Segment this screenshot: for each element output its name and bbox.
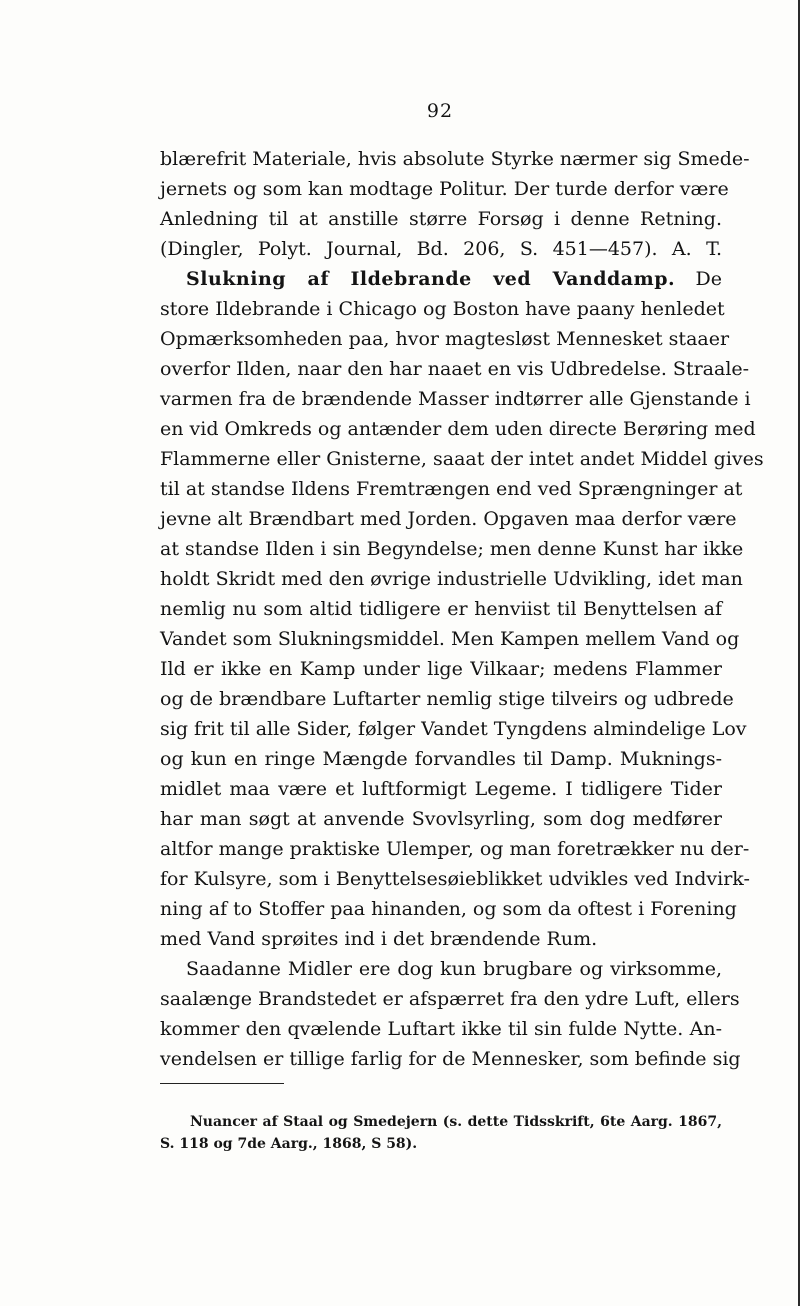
text-line: og kun en ringe Mængde forvandles til Damp. Muknings- [160, 748, 722, 770]
text-line: med Vand sprøites ind i det brændende Rum. [160, 928, 598, 950]
text-line: saalænge Brandstedet er afspærret fra den ydre Luft, ellers [160, 988, 740, 1010]
text-line: har man søgt at anvende Svovlsyrling, som dog medfører [160, 808, 722, 830]
section-heading: Slukning af Ildebrande ved Vanddamp. [186, 268, 676, 290]
footnote-line: Nuancer af Staal og Smedejern (s. dette Tidsskrift, 6te Aarg. 1867, [190, 1114, 722, 1130]
text-line: en vid Omkreds og antænder dem uden directe Berøring med [160, 418, 756, 440]
text-line: og de brændbare Luftarter nemlig stige tilveirs og udbrede [160, 688, 734, 710]
text-line: Flammerne eller Gnisterne, saaat der intet andet Middel gives [160, 448, 764, 470]
footnote-line: S. 118 og 7de Aarg., 1868, S 58). [160, 1136, 418, 1152]
text-line: overfor Ilden, naar den har naaet en vis Udbredelse. Straale- [160, 358, 750, 380]
text-line: midlet maa være et luftformigt Legeme. I tidligere Tider [160, 778, 722, 800]
text-line: nemlig nu som altid tidligere er henviist til Benyttelsen af [160, 598, 722, 620]
section-heading-line [160, 268, 722, 290]
text-line: blærefrit Materiale, hvis absolute Styrke nærmer sig Smede- [160, 148, 750, 170]
text-line: vendelsen er tillige farlig for de Mennesker, som befinde sig [160, 1048, 741, 1070]
text-line: (Dingler, Polyt. Journal, Bd. 206, S. 451—457). A. T. [160, 238, 722, 260]
text-line: Saadanne Midler ere dog kun brugbare og virksomme, [186, 958, 722, 980]
text-line: Anledning til at anstille større Forsøg i denne Retning. [160, 208, 722, 230]
heading-continuation: De [695, 268, 723, 290]
text-line: Opmærksomheden paa, hvor magtesløst Mennesket staaer [160, 328, 730, 350]
footnote-rule [160, 1083, 284, 1084]
text-line: store Ildebrande i Chicago og Boston have paany henledet [160, 298, 725, 320]
text-line: ning af to Stoffer paa hinanden, og som da oftest i Forening [160, 898, 737, 920]
text-line: sig frit til alle Sider, følger Vandet Tyngdens almindelige Lov [160, 718, 747, 740]
text-line: Ild er ikke en Kamp under lige Vilkaar; medens Flammer [160, 658, 722, 680]
page-number: 92 [426, 100, 454, 122]
text-line: altfor mange praktiske Ulemper, og man foretrækker nu der- [160, 838, 750, 860]
text-line: jernets og som kan modtage Politur. Der turde derfor være [160, 178, 729, 200]
text-line: jevne alt Brændbart med Jorden. Opgaven maa derfor være [160, 508, 737, 530]
text-line: at standse Ilden i sin Begyndelse; men denne Kunst har ikke [160, 538, 744, 560]
text-line: varmen fra de brændende Masser indtørrer alle Gjenstande i [160, 388, 751, 410]
text-line: kommer den qvælende Luftart ikke til sin fulde Nytte. An- [160, 1018, 722, 1040]
text-line: til at standse Ildens Fremtrængen end ved Sprængninger at [160, 478, 743, 500]
text-line: Vandet som Slukningsmiddel. Men Kampen mellem Vand og [160, 628, 740, 650]
text-line: for Kulsyre, som i Benyttelsesøieblikket udvikles ved Indvirk- [160, 868, 750, 890]
text-line: holdt Skridt med den øvrige industrielle Udvikling, idet man [160, 568, 743, 590]
